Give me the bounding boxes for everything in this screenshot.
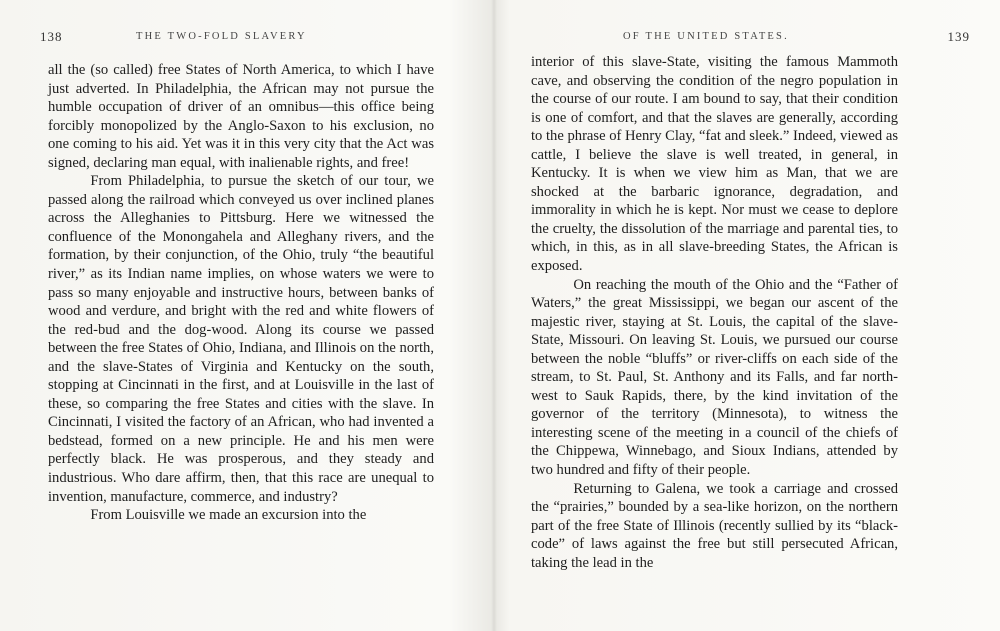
right-page: [498, 0, 1000, 631]
right-page-header: [528, 29, 970, 47]
left-page-header: [40, 31, 430, 47]
right-page-number: 139: [947, 29, 970, 44]
right-page-body: [531, 53, 898, 572]
left-paragraph-3: From Louisville we made an excursion into the: [90, 507, 367, 524]
left-paragraph-2: From Philadelphia, to pursue the sketch of our tour, we passed along the railroad which conveyed us over inclined planes across the Alleghanies to Pittsburg. Here we witnessed the confluence of the Monongahela and Alleghany rivers, and the formation, by their conjunction, of the Ohio, truly “the beautiful river,” as its Indian name implies, on whose waters we were to pass so many enjoyable and instructive hours, between banks of wood and verdure, and bright with the red and white flowers of the red-bud and the dog-wood. Along its course we passed between the free States of Ohio, Indiana, and Illinois on the north, and the slave-States of Virginia and Kentucky on the south, stopping at Cincinnati in the first, and at Louisville in the last of these, so comparing the free States and cities with the slave. In Cincinnati, I visited the factory of an African, who had invented a bedstead, formed on a new principle. He and his men were perfectly black. He was prosperous, and they steady and industrious. Who dare affirm, then, that this race are unequal to invention, manufacture, commerce, and industry?: [48, 173, 434, 505]
right-paragraph-2: On reaching the mouth of the Ohio and the “Father of Waters,” the great Mississippi, we began our ascent of the majestic river, staying at St. Louis, the capital of the slave-State, Missouri. On leaving St. Louis, we pursued our course between the noble “bluffs” or river-cliffs on each side of the stream, to St. Paul, St. Anthony and its Falls, and far north-west to Sauk Rapids, there, by the kind invitation of the governor of the territory (Minnesota), to witness the interesting scene of the meeting in a council of the chiefs of the Chippewa, Winnebago, and Sioux Indians, attended by two hundred and fifty of their people.: [531, 276, 898, 479]
left-page: [0, 0, 490, 631]
book-gutter: [491, 0, 497, 631]
left-running-head: THE TWO-FOLD SLAVERY: [136, 31, 307, 42]
left-paragraph-1: all the (so called) free States of North America, to which I have just adverted. In Philadelphia, the African may not pursue the humble occupation of driver of an omnibus—this office being forcibly monopolized by the Anglo-Saxon to his exclusion, no one coming to his aid. Yet was it in this very city that the Act was signed, declaring man equal, with inalienable rights, and free!: [48, 62, 434, 171]
right-paragraph-3: Returning to Galena, we took a carriage and crossed the “prairies,” bounded by a sea-like horizon, on the northern part of the free State of Illinois (recently sullied by its “black-code” of laws against the free but still persecuted African, taking the lead in the: [531, 480, 898, 571]
right-running-head: OF THE UNITED STATES.: [623, 31, 789, 42]
right-paragraph-1: interior of this slave-State, visiting the famous Mammoth cave, and observing the condition of the negro population in the course of our route. I am bound to say, that their condition is one of comfort, and that the slaves are generally, according to the phrase of Henry Clay, “fat and sleek.” Indeed, viewed as cattle, I believe the slave is well treated, in general, in Kentucky. It is when we view him as Man, that we are shocked at the barbaric ignorance, degradation, and immorality in which he is kept. Nor must we cease to deplore the cruelty, the dissolution of the marriage and parental ties, to which, in this, as in all slave-breeding States, the African is exposed.: [531, 54, 898, 275]
left-page-body: [48, 61, 434, 525]
left-page-number: 138: [40, 29, 63, 44]
